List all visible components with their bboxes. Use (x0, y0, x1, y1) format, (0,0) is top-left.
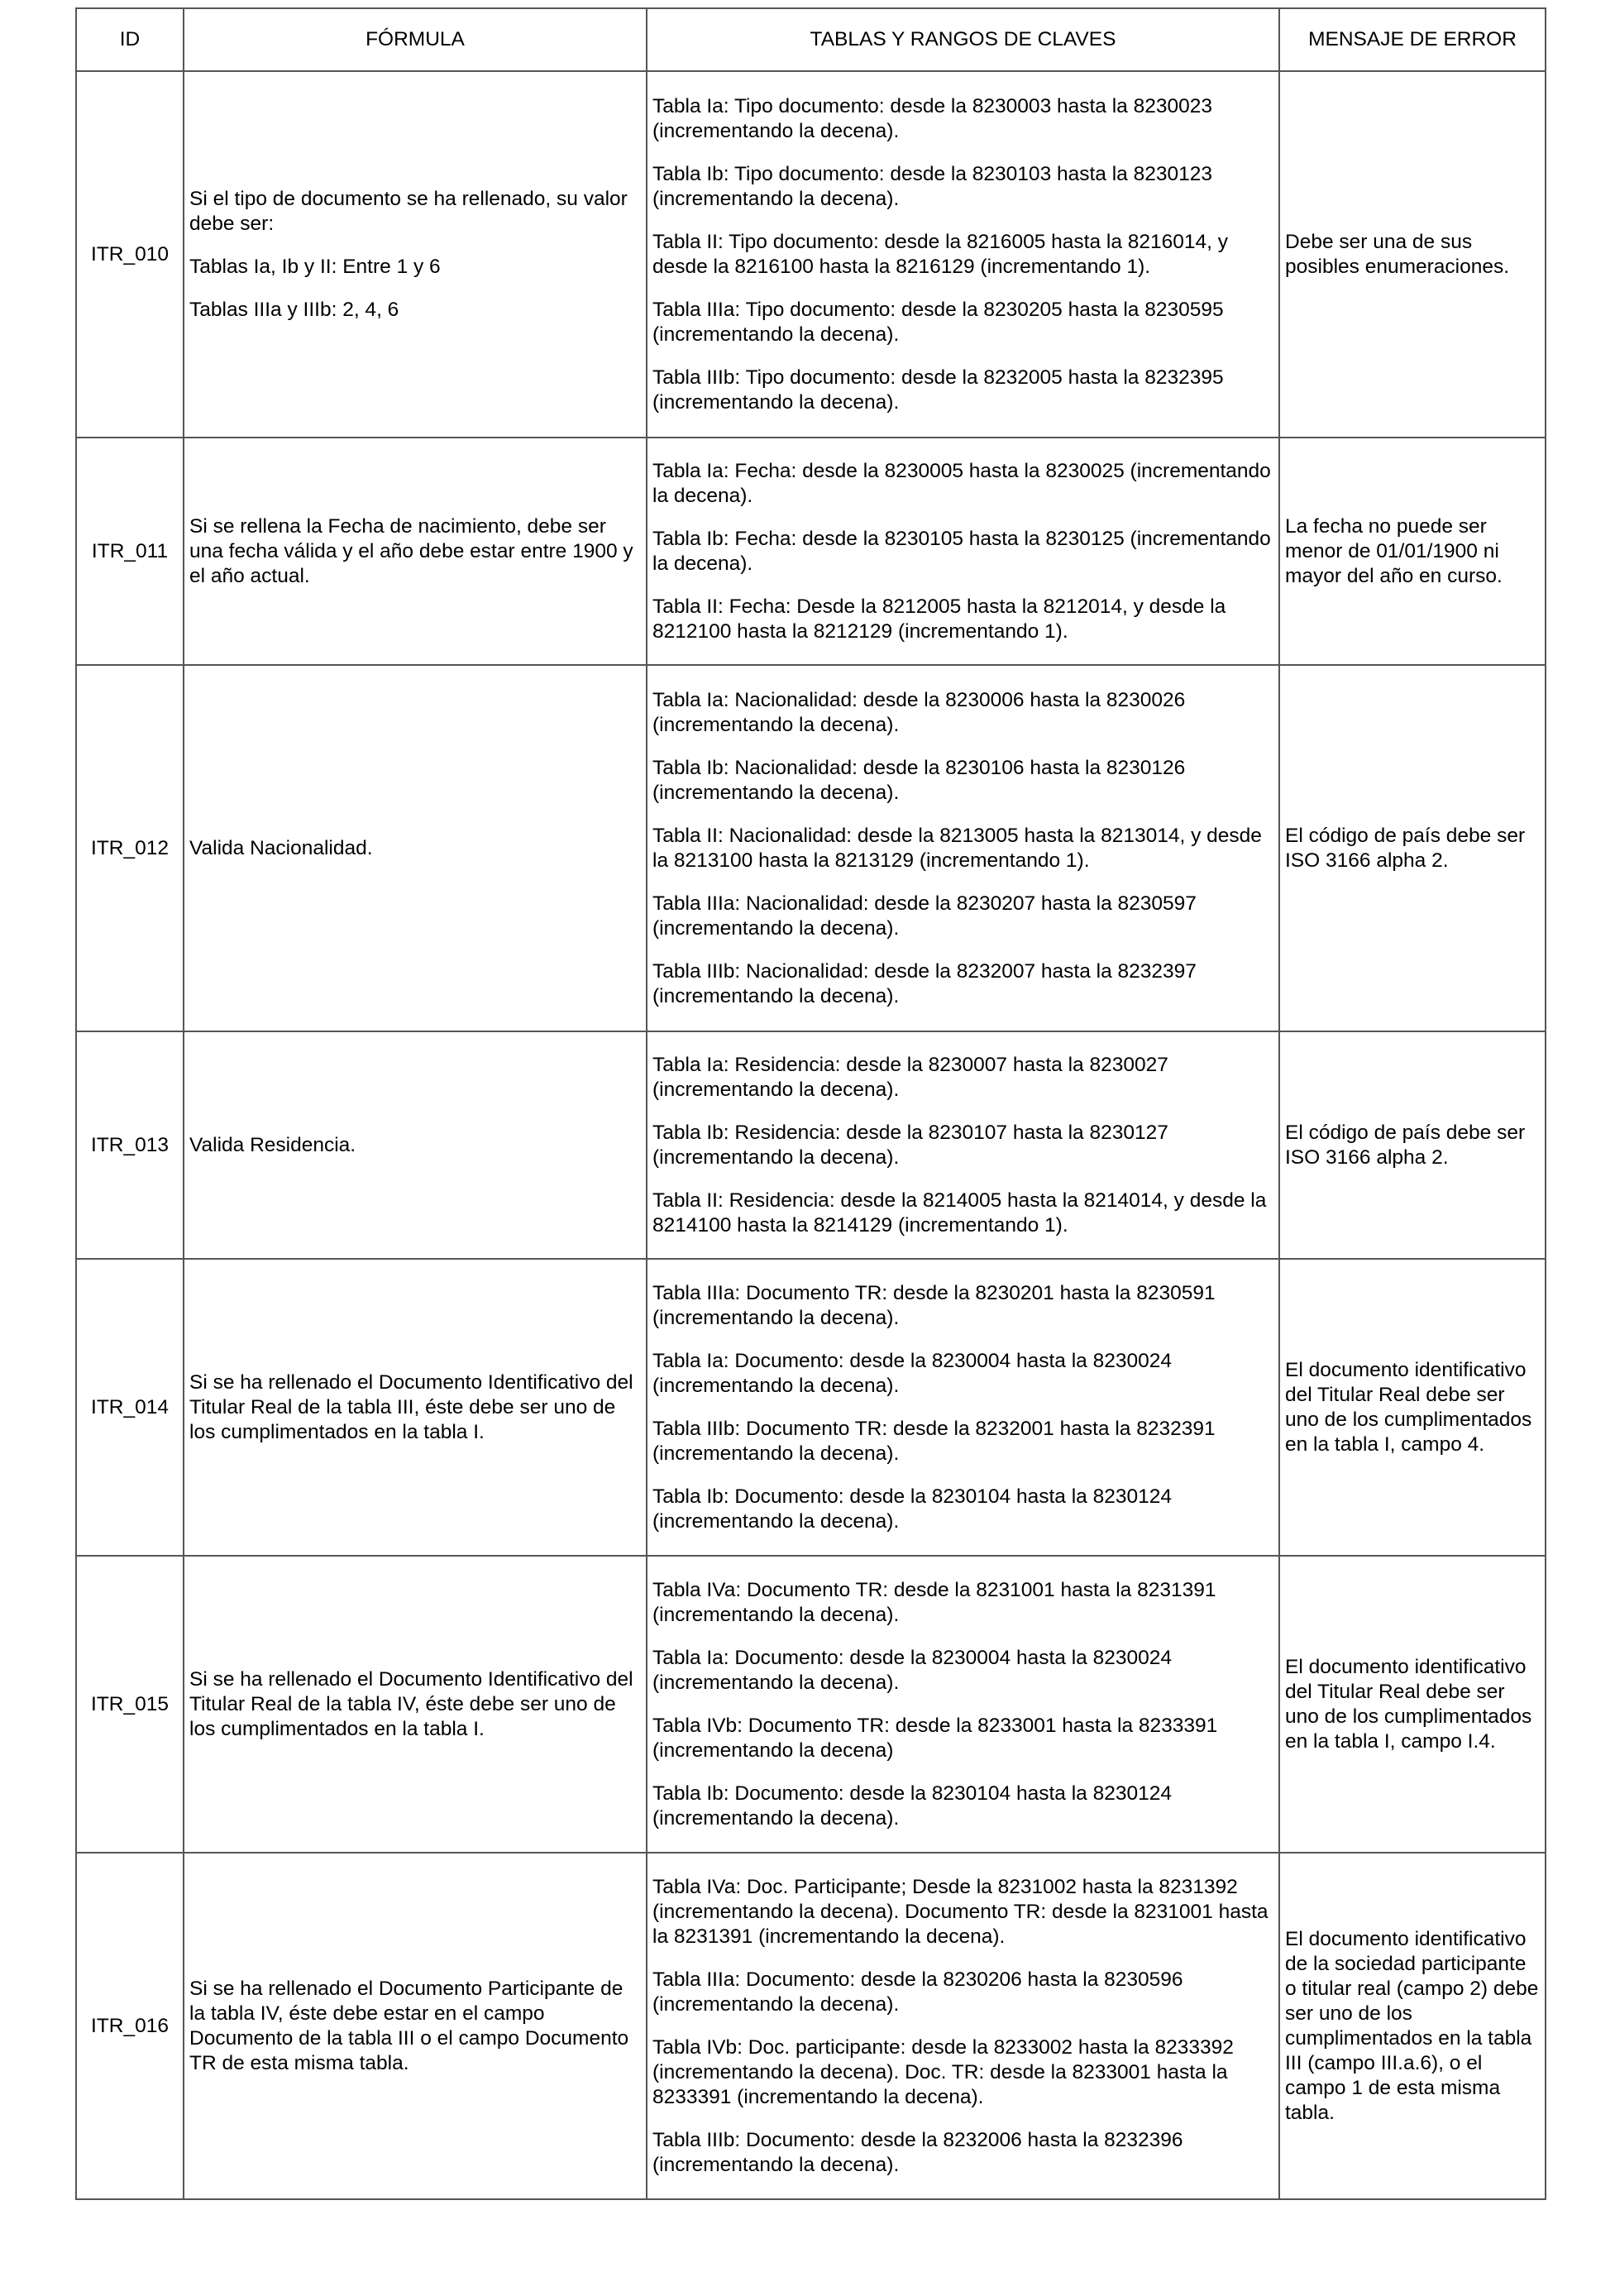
formula-line: Si se ha rellenado el Documento Identificativo del Titular Real de la tabla IV, éste debe ser uno de los cumplimentados en la tabla I. (189, 1667, 633, 1740)
header-error: MENSAJE DE ERROR (1279, 8, 1546, 71)
rule-ranges (647, 438, 1279, 665)
range-line: Tabla IIIa: Documento: desde la 8230206 hasta la 8230596 (incrementando la decena). (652, 1968, 1183, 2016)
rule-id: ITR_012 (76, 665, 184, 1031)
rule-formula (184, 438, 647, 665)
rule-ranges (647, 1259, 1279, 1556)
range-line: Tabla II: Nacionalidad: desde la 8213005 hasta la 8213014, y desde la 8213100 hasta la 8213129 (incrementando 1). (652, 824, 1262, 872)
range-line: Tabla IIIa: Documento TR: desde la 8230201 hasta la 8230591 (incrementando la decena). (652, 1281, 1216, 1329)
range-line: Tabla IIIb: Documento TR: desde la 8232001 hasta la 8232391 (incrementando la decena). (652, 1417, 1216, 1465)
rule-id: ITR_014 (76, 1259, 184, 1556)
rule-formula (184, 665, 647, 1031)
rule-formula (184, 1853, 647, 2199)
validation-rules-table (75, 7, 1546, 2200)
formula-line: Si se ha rellenado el Documento Identificativo del Titular Real de la tabla III, éste debe ser uno de los cumplimentados en la tabla I. (189, 1370, 633, 1443)
rule-ranges (647, 1556, 1279, 1853)
range-line: Tabla Ib: Documento: desde la 8230104 hasta la 8230124 (incrementando la decena). (652, 1485, 1172, 1533)
rule-error: Debe ser una de sus posibles enumeraciones. (1279, 71, 1546, 438)
table-row (76, 1556, 1546, 1853)
header-ranges: TABLAS Y RANGOS DE CLAVES (647, 8, 1279, 71)
table-row (76, 665, 1546, 1031)
rule-error: La fecha no puede ser menor de 01/01/1900 ni mayor del año en curso. (1279, 438, 1546, 665)
range-line: Tabla Ia: Documento: desde la 8230004 hasta la 8230024 (incrementando la decena). (652, 1349, 1172, 1397)
rule-id: ITR_013 (76, 1031, 184, 1259)
table-row (76, 1853, 1546, 2199)
rule-formula (184, 1556, 647, 1853)
range-line: Tabla II: Tipo documento: desde la 8216005 hasta la 8216014, y desde la 8216100 hasta la 8216129 (incrementando 1). (652, 230, 1229, 278)
range-line: Tabla II: Residencia: desde la 8214005 hasta la 8214014, y desde la 8214100 hasta la 8214129 (incrementando 1). (652, 1189, 1267, 1236)
table-row (76, 1031, 1546, 1259)
table-row (76, 438, 1546, 665)
range-line: Tabla Ia: Fecha: desde la 8230005 hasta la 8230025 (incrementando la decena). (652, 459, 1271, 507)
range-line: Tabla IIIa: Tipo documento: desde la 8230205 hasta la 8230595 (incrementando la decena). (652, 298, 1224, 346)
rule-formula (184, 71, 647, 438)
range-line: Tabla Ib: Residencia: desde la 8230107 hasta la 8230127 (incrementando la decena). (652, 1121, 1168, 1169)
formula-line: Si el tipo de documento se ha rellenado, su valor debe ser: (189, 187, 628, 235)
header-formula: FÓRMULA (184, 8, 647, 71)
rule-error: El código de país debe ser ISO 3166 alpha 2. (1279, 665, 1546, 1031)
header-id: ID (76, 8, 184, 71)
formula-line: Tablas IIIa y IIIb: 2, 4, 6 (189, 298, 399, 321)
rule-id: ITR_011 (76, 438, 184, 665)
formula-line: Si se ha rellenado el Documento Participante de la tabla IV, éste debe estar en el campo Documento de la tabla III o el campo Documento TR de esta misma tabla. (189, 1977, 629, 2074)
range-line: Tabla Ib: Nacionalidad: desde la 8230106 hasta la 8230126 (incrementando la decena). (652, 756, 1186, 804)
rule-ranges (647, 1853, 1279, 2199)
table-header (76, 8, 1546, 71)
rule-id: ITR_010 (76, 71, 184, 438)
rule-error: El documento identificativo del Titular Real debe ser uno de los cumplimentados en la tabla I, campo I.4. (1279, 1556, 1546, 1853)
rule-formula (184, 1031, 647, 1259)
formula-line: Valida Residencia. (189, 1133, 356, 1156)
rule-ranges (647, 665, 1279, 1031)
table-row (76, 71, 1546, 438)
rule-ranges (647, 71, 1279, 438)
range-line: Tabla IIIb: Nacionalidad: desde la 8232007 hasta la 8232397 (incrementando la decena). (652, 959, 1197, 1007)
range-line: Tabla Ib: Fecha: desde la 8230105 hasta la 8230125 (incrementando la decena). (652, 527, 1271, 575)
range-line: Tabla IIIb: Tipo documento: desde la 8232005 hasta la 8232395 (incrementando la decena). (652, 366, 1224, 414)
range-line: Tabla IVa: Documento TR: desde la 8231001 hasta la 8231391 (incrementando la decena). (652, 1578, 1216, 1626)
formula-line: Si se rellena la Fecha de nacimiento, debe ser una fecha válida y el año debe estar entre 1900 y el año actual. (189, 514, 633, 587)
rule-error: El documento identificativo del Titular Real debe ser uno de los cumplimentados en la tabla I, campo 4. (1279, 1259, 1546, 1556)
header-row (76, 8, 1546, 71)
rule-error: El documento identificativo de la sociedad participante o titular real (campo 2) debe ser uno de los cumplimentados en la tabla III (campo III.a.6), o el campo 1 de esta misma tabla. (1279, 1853, 1546, 2199)
range-line: Tabla IVa: Doc. Participante; Desde la 8231002 hasta la 8231392 (incrementando la decena). Documento TR: desde la 8231001 hasta la 8231391 (incrementando la decena). (652, 1875, 1269, 1948)
range-line: Tabla Ib: Documento: desde la 8230104 hasta la 8230124 (incrementando la decena). (652, 1782, 1172, 1830)
range-line: Tabla Ia: Documento: desde la 8230004 hasta la 8230024 (incrementando la decena). (652, 1646, 1172, 1694)
range-line: Tabla Ia: Residencia: desde la 8230007 hasta la 8230027 (incrementando la decena). (652, 1053, 1168, 1101)
rule-error: El código de país debe ser ISO 3166 alpha 2. (1279, 1031, 1546, 1259)
range-line: Tabla Ia: Nacionalidad: desde la 8230006 hasta la 8230026 (incrementando la decena). (652, 688, 1186, 736)
rule-ranges (647, 1031, 1279, 1259)
range-line: Tabla II: Fecha: Desde la 8212005 hasta la 8212014, y desde la 8212100 hasta la 8212129 (incrementando 1). (652, 595, 1226, 643)
rule-formula (184, 1259, 647, 1556)
range-line: Tabla Ia: Tipo documento: desde la 8230003 hasta la 8230023 (incrementando la decena). (652, 94, 1212, 142)
rule-id: ITR_015 (76, 1556, 184, 1853)
range-line: Tabla IVb: Doc. participante: desde la 8233002 hasta la 8233392 (incrementando la decena). Doc. TR: desde la 8233001 hasta la 8233391 (incrementando la decena). (652, 2035, 1234, 2108)
rule-id: ITR_016 (76, 1853, 184, 2199)
range-line: Tabla IVb: Documento TR: desde la 8233001 hasta la 8233391 (incrementando la decena) (652, 1714, 1218, 1762)
table-body (76, 71, 1546, 2199)
table-row (76, 1259, 1546, 1556)
formula-line: Tablas Ia, Ib y II: Entre 1 y 6 (189, 255, 441, 278)
range-line: Tabla IIIa: Nacionalidad: desde la 8230207 hasta la 8230597 (incrementando la decena). (652, 892, 1197, 940)
range-line: Tabla Ib: Tipo documento: desde la 8230103 hasta la 8230123 (incrementando la decena). (652, 162, 1212, 210)
range-line: Tabla IIIb: Documento: desde la 8232006 hasta la 8232396 (incrementando la decena). (652, 2128, 1183, 2176)
formula-line: Valida Nacionalidad. (189, 836, 373, 859)
